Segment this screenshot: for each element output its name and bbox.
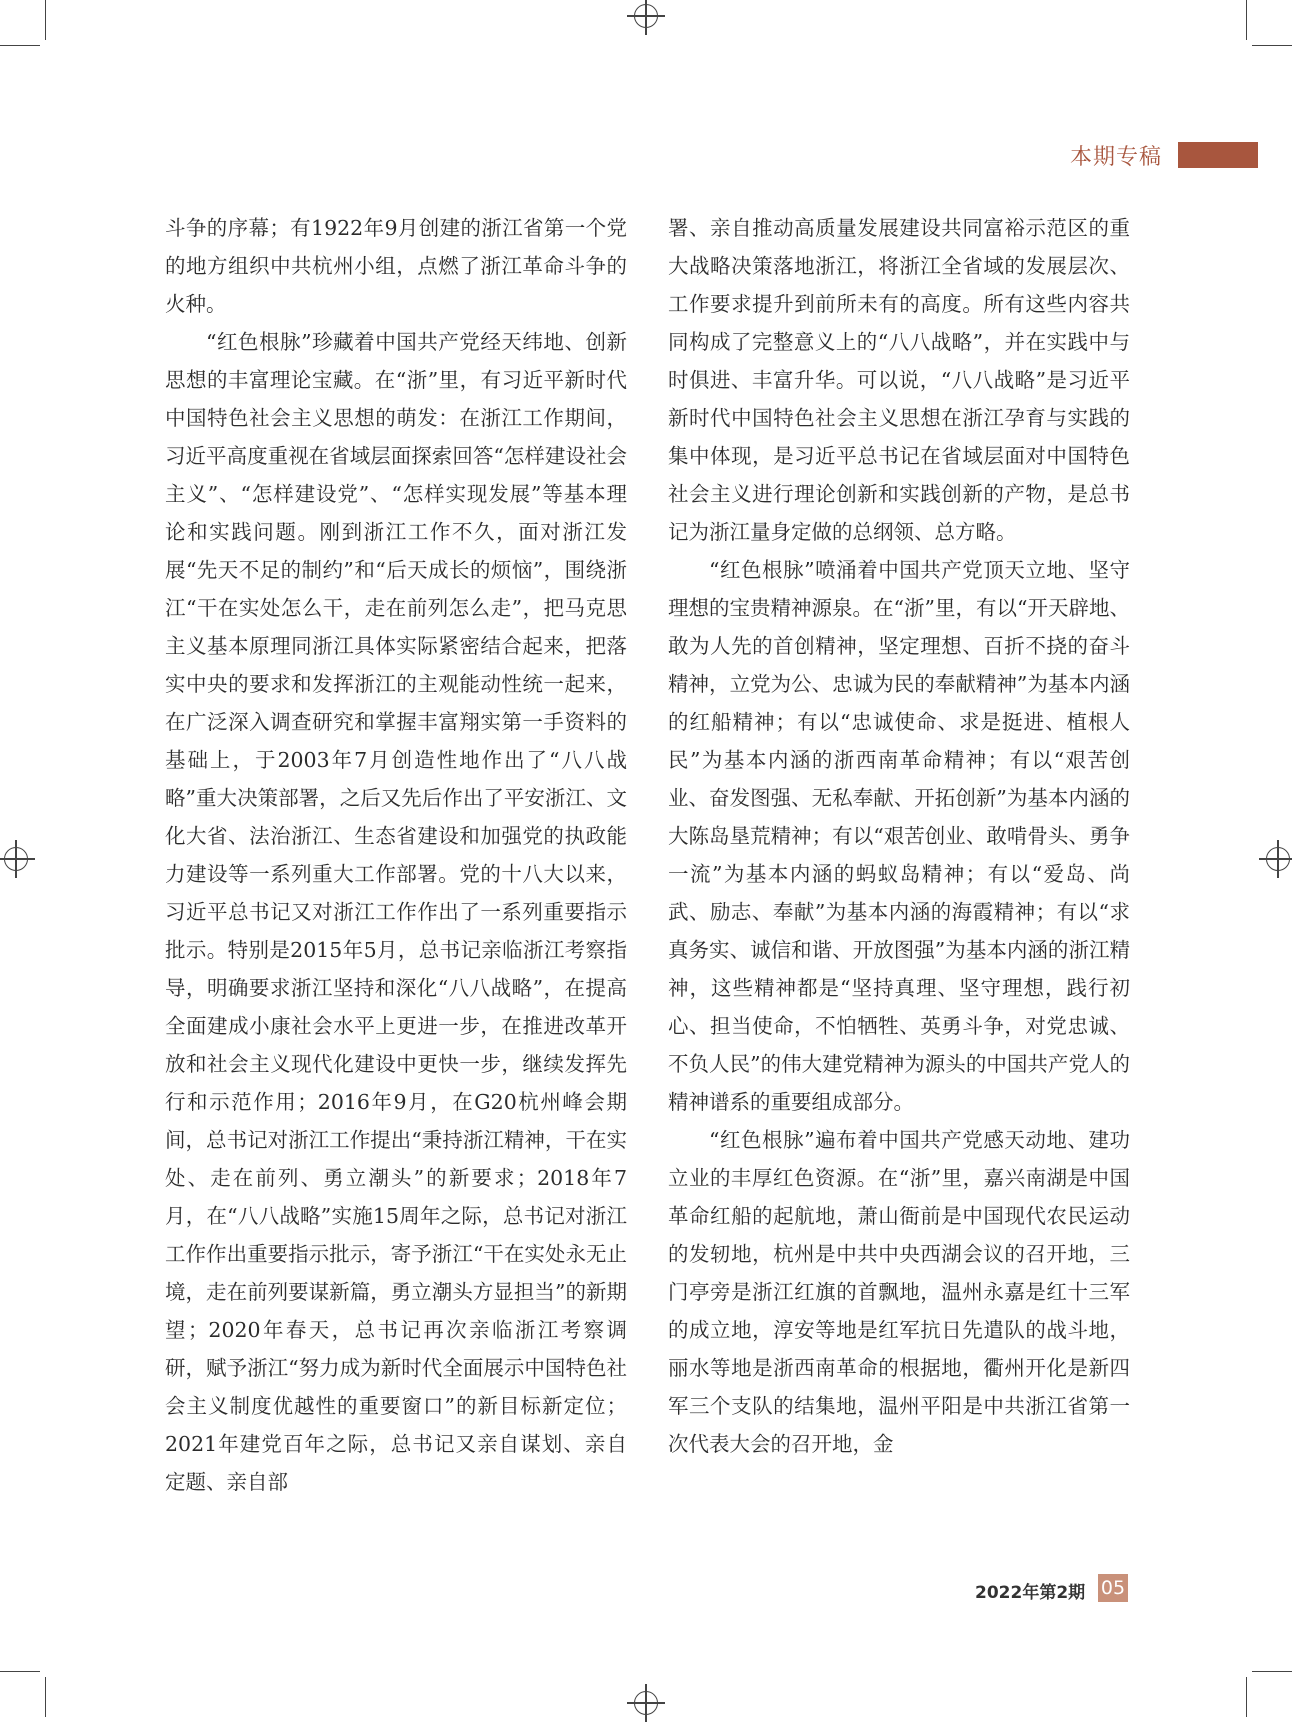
paragraph: 署、亲自推动高质量发展建设共同富裕示范区的重大战略决策落地浙江，将浙江全省域的发展层次、工作要求提升到前所未有的高度。所有这些内容共同构成了完整意义上的“八八战略”，并在实践中与时俱进、丰富升华。可以说，“八八战略”是习近平新时代中国特色社会主义思想在浙江孕育与实践的集中体现，是习近平总书记在省域层面对中国特色社会主义进行理论创新和实践创新的产物，是总书记为浙江量身定做的总纲领、总方略。 [668, 216, 1130, 544]
section-color-bar [1178, 142, 1258, 168]
right-column [668, 209, 1130, 1463]
crop-mark [1252, 45, 1292, 46]
crop-mark [0, 1671, 40, 1672]
registration-mark-icon [634, 1691, 658, 1715]
paragraph: “红色根脉”喷涌着中国共产党顶天立地、坚守理想的宝贵精神源泉。在“浙”里，有以“开天辟地、敢为人先的首创精神，坚定理想、百折不挠的奋斗精神，立党为公、忠诚为民的奉献精神”为基本内涵的红船精神；有以“忠诚使命、求是挺进、植根人民”为基本内涵的浙西南革命精神；有以“艰苦创业、奋发图强、无私奉献、开拓创新”为基本内涵的大陈岛垦荒精神；有以“艰苦创业、敢啃骨头、勇争一流”为基本内涵的蚂蚁岛精神；有以“爱岛、尚武、励志、奉献”为基本内涵的海霞精神；有以“求真务实、诚信和谐、开放图强”为基本内涵的浙江精神，这些精神都是“坚持真理、坚守理想，践行初心、担当使命，不怕牺牲、英勇斗争，对党忠诚、不负人民”的伟大建党精神为源头的中国共产党人的精神谱系的重要组成部分。 [668, 558, 1130, 1114]
issue-label: 2022年第2期 [975, 1583, 1086, 1603]
crop-mark [45, 0, 46, 40]
paragraph: 斗争的序幕；有1922年9月创建的浙江省第一个党的地方组织中共杭州小组，点燃了浙江革命斗争的火种。 [165, 216, 627, 316]
registration-mark-icon [634, 4, 658, 28]
paragraph: “红色根脉”遍布着中国共产党感天动地、建功立业的丰厚红色资源。在“浙”里，嘉兴南湖是中国革命红船的起航地，萧山衙前是中国现代农民运动的发轫地，杭州是中共中央西湖会议的召开地，三门亭旁是浙江红旗的首飘地，温州永嘉是红十三军的成立地，淳安等地是红军抗日先遣队的战斗地，丽水等地是浙西南革命的根据地，衢州开化是新四军三个支队的结集地，温州平阳是中共浙江省第一次代表大会的召开地，金 [668, 1128, 1130, 1456]
crop-mark [1246, 0, 1247, 40]
paragraph: “红色根脉”珍藏着中国共产党经天纬地、创新思想的丰富理论宝藏。在“浙”里，有习近平新时代中国特色社会主义思想的萌发：在浙江工作期间，习近平高度重视在省域层面探索回答“怎样建设社会主义”、“怎样建设党”、“怎样实现发展”等基本理论和实践问题。刚到浙江工作不久，面对浙江发展“先天不足的制约”和“后天成长的烦恼”，围绕浙江“干在实处怎么干，走在前列怎么走”，把马克思主义基本原理同浙江具体实际紧密结合起来，把落实中央的要求和发挥浙江的主观能动性统一起来，在广泛深入调查研究和掌握丰富翔实第一手资料的基础上，于2003年7月创造性地作出了“八八战略”重大决策部署，之后又先后作出了平安浙江、文化大省、法治浙江、生态省建设和加强党的执政能力建设等一系列重大工作部署。党的十八大以来，习近平总书记又对浙江工作作出了一系列重要指示批示。特别是2015年5月，总书记亲临浙江考察指导，明确要求浙江坚持和深化“八八战略”，在提高全面建成小康社会水平上更进一步，在推进改革开放和社会主义现代化建设中更快一步，继续发挥先行和示范作用；2016年9月，在G20杭州峰会期间，总书记对浙江工作提出“秉持浙江精神，干在实处、走在前列、勇立潮头”的新要求；2018年7月，在“八八战略”实施15周年之际，总书记对浙江工作作出重要指示批示，寄予浙江“干在实处永无止境，走在前列要谋新篇，勇立潮头方显担当”的新期望；2020年春天，总书记再次亲临浙江考察调研，赋予浙江“努力成为新时代全面展示中国特色社会主义制度优越性的重要窗口”的新目标新定位；2021年建党百年之际，总书记又亲自谋划、亲自定题、亲自部 [165, 330, 627, 1494]
section-label: 本期专稿 [1070, 145, 1163, 170]
registration-mark-icon [1266, 847, 1290, 871]
registration-mark-icon [4, 847, 28, 871]
crop-mark [45, 1677, 46, 1717]
page-number: 05 [1098, 1574, 1128, 1602]
crop-mark [1246, 1677, 1247, 1717]
left-column [165, 209, 627, 1501]
crop-mark [0, 45, 40, 46]
crop-mark [1252, 1671, 1292, 1672]
